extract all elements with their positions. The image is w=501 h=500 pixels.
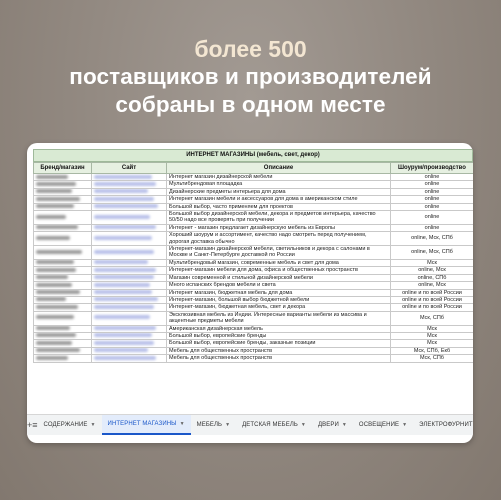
sheet-tab-bar <box>27 414 473 435</box>
site-cell-blurred[interactable] <box>92 267 167 274</box>
brand-cell-blurred[interactable] <box>34 188 92 195</box>
sheet-tab[interactable] <box>38 415 102 435</box>
column-header-description[interactable]: Описание <box>167 163 391 174</box>
table-row[interactable] <box>34 325 474 332</box>
spreadsheet-screenshot <box>27 143 473 443</box>
site-cell-blurred[interactable] <box>92 332 167 339</box>
sheet-tab[interactable] <box>413 415 473 435</box>
description-cell[interactable]: Мебель для общественных пространств <box>167 347 391 354</box>
table-row[interactable] <box>34 203 474 210</box>
showroom-cell[interactable]: online <box>391 224 474 231</box>
showroom-cell[interactable]: online и по всей России <box>391 304 474 311</box>
tab-dropdown-icon[interactable]: ▼ <box>225 422 231 428</box>
description-cell[interactable]: Много испанских брендов мебели и света <box>167 282 391 289</box>
showroom-cell[interactable]: Мск, СПб, Екб <box>391 347 474 354</box>
site-cell-blurred[interactable] <box>92 325 167 332</box>
table-row[interactable] <box>34 311 474 325</box>
headline-line-2: поставщиков и производителей <box>69 64 432 89</box>
brand-cell-blurred[interactable] <box>34 304 92 311</box>
site-cell-blurred[interactable] <box>92 289 167 296</box>
brand-cell-blurred[interactable] <box>34 355 92 362</box>
tab-dropdown-icon[interactable]: ▼ <box>341 422 347 428</box>
table-row[interactable] <box>34 188 474 195</box>
site-cell-blurred[interactable] <box>92 188 167 195</box>
table-row[interactable] <box>34 224 474 231</box>
site-cell-blurred[interactable] <box>92 196 167 203</box>
tab-dropdown-icon[interactable]: ▼ <box>402 422 408 428</box>
description-cell[interactable]: Мультибрендовый магазин, современные мебель и свет для дома <box>167 259 391 266</box>
sheet-tab-label: ДВЕРИ <box>317 422 339 428</box>
brand-cell-blurred[interactable] <box>34 174 92 181</box>
brand-cell-blurred[interactable] <box>34 246 92 260</box>
showroom-cell[interactable]: online и по всей России <box>391 296 474 303</box>
showroom-cell[interactable]: online <box>391 203 474 210</box>
site-cell-blurred[interactable] <box>92 296 167 303</box>
brand-cell-blurred[interactable] <box>34 259 92 266</box>
showroom-cell[interactable]: online и по всей России <box>391 289 474 296</box>
site-cell-blurred[interactable] <box>92 211 167 225</box>
description-cell[interactable]: Большой выбор, европейские бренды, заказные позиции <box>167 340 391 347</box>
brand-cell-blurred[interactable] <box>34 340 92 347</box>
site-cell-blurred[interactable] <box>92 355 167 362</box>
showroom-cell[interactable]: online <box>391 196 474 203</box>
showroom-cell[interactable]: online, Мск, СПб <box>391 246 474 260</box>
description-cell[interactable]: Интернет-магазин, бюджетная мебель, свет и декора <box>167 304 391 311</box>
sheet-tab[interactable] <box>353 415 413 435</box>
description-cell[interactable]: Хороший шоурум и ассортимент, качество надо смотреть перед получением, дорогая доставка обычно <box>167 232 391 246</box>
sheet-tab-label: МЕБЕЛЬ <box>196 422 223 428</box>
sheet-tab-label: СОДЕРЖАНИЕ <box>43 422 88 428</box>
column-header-site[interactable]: Сайт <box>92 163 167 174</box>
description-cell[interactable]: Большой выбор, часто применяем для проектов <box>167 203 391 210</box>
brand-cell-blurred[interactable] <box>34 289 92 296</box>
showroom-cell[interactable]: Мск <box>391 340 474 347</box>
sheet-tabs <box>38 415 473 435</box>
table-row[interactable] <box>34 246 474 260</box>
showroom-cell[interactable]: online, Мск, СПб <box>391 232 474 246</box>
showroom-cell[interactable]: online <box>391 211 474 225</box>
brand-cell-blurred[interactable] <box>34 282 92 289</box>
site-cell-blurred[interactable] <box>92 311 167 325</box>
description-cell[interactable]: Мебель для общественных пространств <box>167 355 391 362</box>
table-row[interactable] <box>34 332 474 339</box>
showroom-cell[interactable]: Мск <box>391 332 474 339</box>
brand-cell-blurred[interactable] <box>34 311 92 325</box>
brand-cell-blurred[interactable] <box>34 224 92 231</box>
site-cell-blurred[interactable] <box>92 246 167 260</box>
sheet-tab-label: ДЕТСКАЯ МЕБЕЛЬ <box>242 422 298 428</box>
showroom-cell[interactable]: online <box>391 174 474 181</box>
headline-line-1: более 500 <box>194 36 307 62</box>
description-cell[interactable]: Большой выбор дизайнерской мебели, декора и предметов интерьера, качество 50/50 надо все проверять при получении <box>167 211 391 225</box>
table-row[interactable] <box>34 289 474 296</box>
headline-line-3: собраны в одном месте <box>115 92 386 117</box>
showroom-cell[interactable]: online <box>391 181 474 188</box>
table-row[interactable] <box>34 296 474 303</box>
description-cell[interactable]: Интернет-магазин дизайнерской мебели, светильников и декора с салонами в Москве и Санкт-Петербурге доставкой по России <box>167 246 391 260</box>
description-cell[interactable]: Большой выбор, европейские бренды <box>167 332 391 339</box>
description-cell[interactable]: Мультибрендовая площадка <box>167 181 391 188</box>
description-cell[interactable]: Интернет магазин, бюджетная мебель для дома <box>167 289 391 296</box>
tab-dropdown-icon[interactable]: ▼ <box>90 422 96 428</box>
brand-cell-blurred[interactable] <box>34 296 92 303</box>
table-row[interactable] <box>34 259 474 266</box>
table-row[interactable] <box>34 174 474 181</box>
showroom-cell[interactable]: Мск <box>391 259 474 266</box>
site-cell-blurred[interactable] <box>92 224 167 231</box>
site-cell-blurred[interactable] <box>92 181 167 188</box>
brand-cell-blurred[interactable] <box>34 332 92 339</box>
description-cell[interactable]: Эксклюзивная мебель из Индии. Интересные варианты мебели из массива и акцентные предметы мебели <box>167 311 391 325</box>
sheet-tab-label: ИНТЕРНЕТ МАГАЗИНЫ <box>107 421 177 427</box>
tab-dropdown-icon[interactable]: ▼ <box>300 422 306 428</box>
brand-cell-blurred[interactable] <box>34 211 92 225</box>
sheet-tab-label: ОСВЕЩЕНИЕ <box>358 422 400 428</box>
showroom-cell[interactable]: Мск, СПб <box>391 311 474 325</box>
sheet-title[interactable]: ИНТЕРНЕТ МАГАЗИНЫ (мебель, свет, декор) <box>33 149 473 162</box>
headline <box>0 35 501 119</box>
site-cell-blurred[interactable] <box>92 340 167 347</box>
site-cell-blurred[interactable] <box>92 282 167 289</box>
brand-cell-blurred[interactable] <box>34 203 92 210</box>
brand-cell-blurred[interactable] <box>34 274 92 281</box>
showroom-cell[interactable]: Мск, СПб <box>391 355 474 362</box>
description-cell[interactable]: Американская дизайнерская мебель <box>167 325 391 332</box>
sheet-tab[interactable] <box>191 415 236 435</box>
site-cell-blurred[interactable] <box>92 232 167 246</box>
description-cell[interactable]: Дизайнерские предметы интерьера для дома <box>167 188 391 195</box>
table-row[interactable] <box>34 274 474 281</box>
site-cell-blurred[interactable] <box>92 304 167 311</box>
showroom-cell[interactable]: online, СПб <box>391 274 474 281</box>
column-header-brand[interactable]: Бренд/магазин <box>34 163 92 174</box>
showroom-cell[interactable]: online, Мск <box>391 282 474 289</box>
column-header-showroom[interactable]: Шоурум/производство <box>391 163 474 174</box>
table-row[interactable] <box>34 282 474 289</box>
showroom-cell[interactable]: Мск <box>391 325 474 332</box>
sheet-tab[interactable] <box>236 415 312 435</box>
sheet-tab-label: ЭЛЕКТРОФУРНИТ <box>419 422 473 428</box>
description-cell[interactable]: Магазин современной и стильной дизайнерской мебели <box>167 274 391 281</box>
description-cell[interactable]: Интернет магазин мебели и аксессуаров для дома в американском стиле <box>167 196 391 203</box>
suppliers-table <box>33 162 473 363</box>
brand-cell-blurred[interactable] <box>34 196 92 203</box>
table-row[interactable] <box>34 340 474 347</box>
sheet-tab[interactable] <box>312 415 353 435</box>
showroom-cell[interactable]: online, Мск <box>391 267 474 274</box>
table-row[interactable] <box>34 304 474 311</box>
site-cell-blurred[interactable] <box>92 203 167 210</box>
table-row[interactable] <box>34 211 474 225</box>
brand-cell-blurred[interactable] <box>34 325 92 332</box>
site-cell-blurred[interactable] <box>92 274 167 281</box>
all-sheets-menu-icon[interactable]: ≡ <box>32 420 38 430</box>
tab-dropdown-icon[interactable]: ▼ <box>179 421 185 427</box>
description-cell[interactable]: Интернет-магазин мебели для дома, офиса и общественных пространств <box>167 267 391 274</box>
table-row[interactable] <box>34 267 474 274</box>
add-sheet-icon[interactable]: + <box>27 420 33 430</box>
brand-cell-blurred[interactable] <box>34 267 92 274</box>
description-cell[interactable]: Интернет - магазин предлагает дизайнерскую мебель из Европы <box>167 224 391 231</box>
header-row <box>34 163 474 174</box>
brand-cell-blurred[interactable] <box>34 347 92 354</box>
table-row[interactable] <box>34 347 474 354</box>
table-row[interactable] <box>34 181 474 188</box>
description-cell[interactable]: Интернет магазин дизайнерской мебели <box>167 174 391 181</box>
brand-cell-blurred[interactable] <box>34 232 92 246</box>
site-cell-blurred[interactable] <box>92 174 167 181</box>
table-row[interactable] <box>34 196 474 203</box>
table-row[interactable] <box>34 232 474 246</box>
site-cell-blurred[interactable] <box>92 347 167 354</box>
site-cell-blurred[interactable] <box>92 259 167 266</box>
table-row[interactable] <box>34 355 474 362</box>
brand-cell-blurred[interactable] <box>34 181 92 188</box>
sheet-grid <box>33 149 473 363</box>
sheet-tab[interactable] <box>102 415 191 435</box>
showroom-cell[interactable]: online <box>391 188 474 195</box>
description-cell[interactable]: Интернет-магазин, большой выбор бюджетной мебели <box>167 296 391 303</box>
